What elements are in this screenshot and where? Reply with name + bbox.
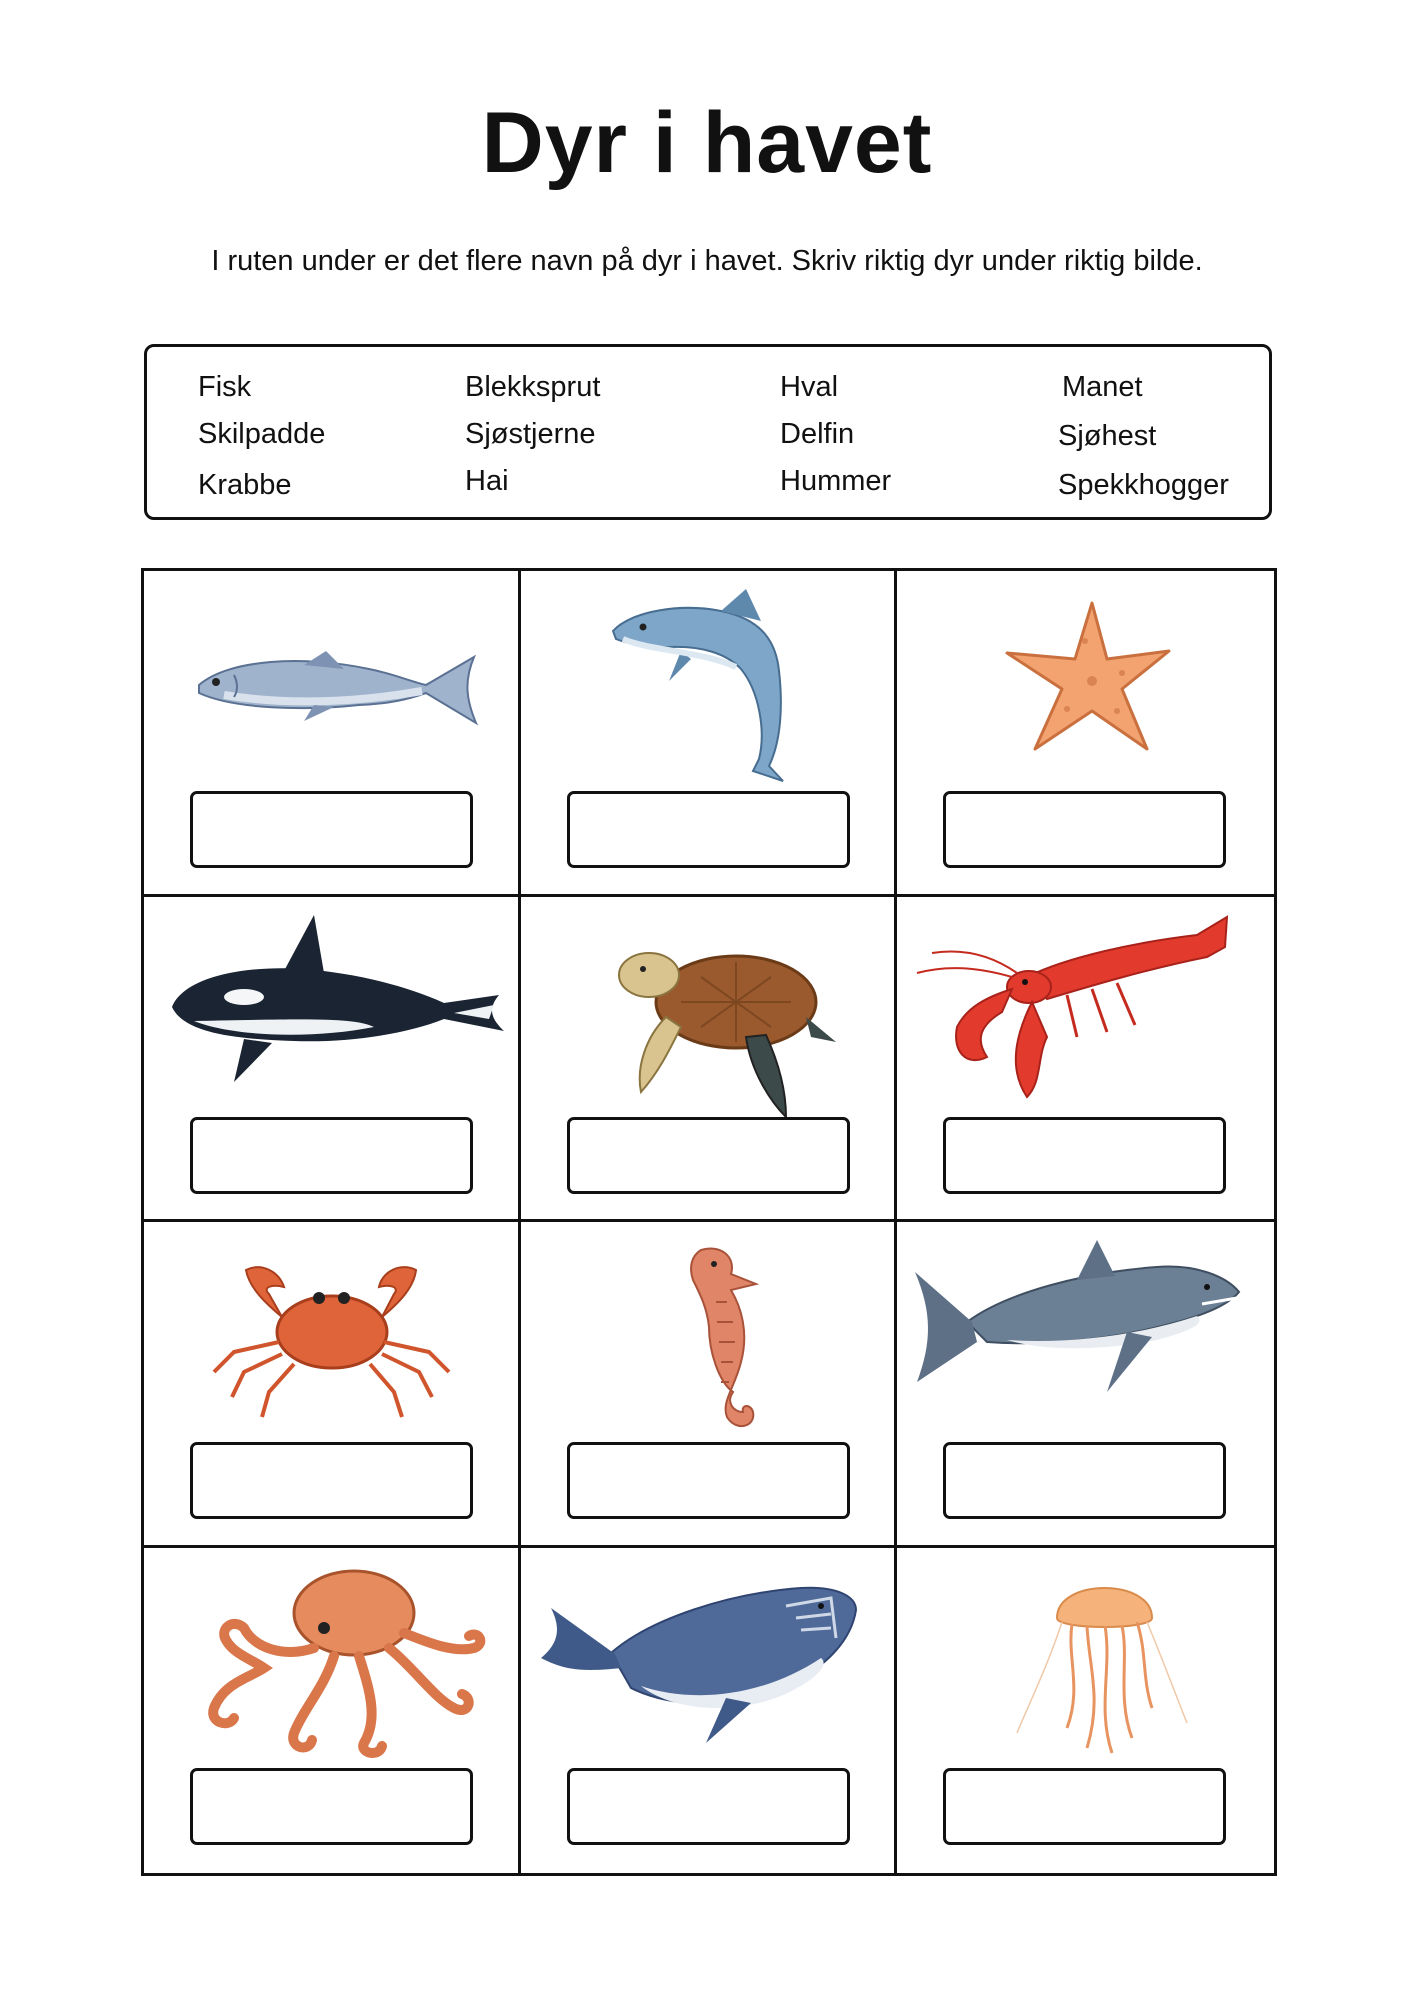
picture-cell: [144, 571, 521, 897]
picture-cell: [521, 1548, 898, 1874]
word-bank-item: Hummer: [780, 465, 892, 497]
word-bank-item: Manet: [1062, 371, 1143, 403]
word-bank: [144, 344, 1272, 520]
word-bank-item: Krabbe: [198, 469, 292, 501]
picture-cell: [144, 1222, 521, 1548]
picture-cell: [897, 1548, 1274, 1874]
answer-box[interactable]: [567, 1442, 850, 1519]
fish-icon: [154, 581, 509, 796]
shark-icon: [907, 1232, 1262, 1447]
page-title: Dyr i havet: [481, 95, 933, 191]
answer-box[interactable]: [190, 1768, 473, 1845]
word-bank-item: Spekkhogger: [1058, 469, 1229, 501]
sea-turtle-icon: [531, 907, 886, 1122]
word-bank-item: Hai: [465, 465, 509, 497]
answer-box[interactable]: [943, 1442, 1226, 1519]
picture-cell: [144, 1548, 521, 1874]
orca-icon: [154, 907, 509, 1122]
word-bank-item: Sjøstjerne: [465, 418, 596, 450]
picture-grid: [141, 568, 1277, 1876]
jellyfish-icon: [907, 1558, 1262, 1773]
picture-cell: [144, 897, 521, 1223]
answer-box[interactable]: [943, 791, 1226, 868]
word-bank-item: Fisk: [198, 371, 252, 403]
crab-icon: [154, 1232, 509, 1447]
answer-box[interactable]: [567, 1117, 850, 1194]
seahorse-icon: [531, 1232, 886, 1447]
picture-cell: [521, 897, 898, 1223]
word-bank-item: Skilpadde: [198, 418, 326, 450]
picture-cell: [521, 571, 898, 897]
picture-cell: [897, 897, 1274, 1223]
word-bank-item: Hval: [780, 371, 839, 403]
picture-cell: [897, 571, 1274, 897]
word-bank-item: Blekksprut: [465, 371, 601, 403]
answer-box[interactable]: [943, 1768, 1226, 1845]
picture-cell: [897, 1222, 1274, 1548]
octopus-icon: [154, 1558, 509, 1773]
answer-box[interactable]: [943, 1117, 1226, 1194]
answer-box[interactable]: [190, 1442, 473, 1519]
picture-cell: [521, 1222, 898, 1548]
answer-box[interactable]: [190, 791, 473, 868]
starfish-icon: [907, 581, 1262, 796]
dolphin-icon: [531, 581, 886, 796]
answer-box[interactable]: [190, 1117, 473, 1194]
word-bank-item: Sjøhest: [1058, 420, 1157, 452]
answer-box[interactable]: [567, 791, 850, 868]
instructions-text: I ruten under er det flere navn på dyr i havet. Skriv riktig dyr under riktig bilde.: [211, 245, 1203, 277]
whale-icon: [531, 1558, 886, 1773]
answer-box[interactable]: [567, 1768, 850, 1845]
word-bank-item: Delfin: [780, 418, 855, 450]
lobster-icon: [907, 907, 1262, 1122]
